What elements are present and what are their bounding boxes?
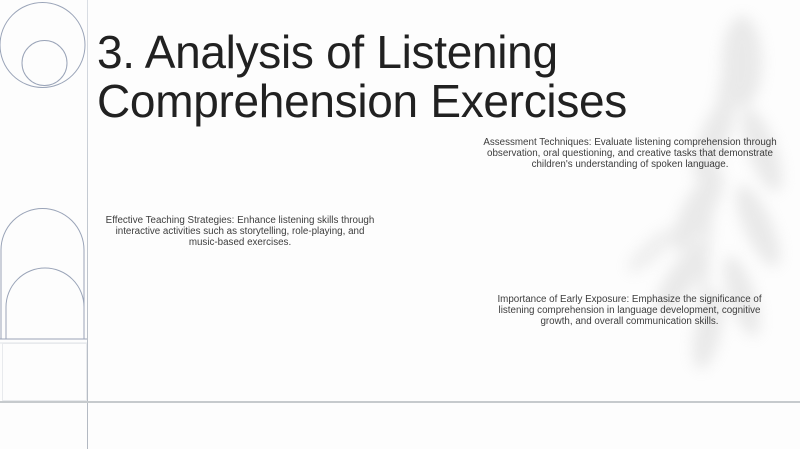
bullet-assessment-techniques: Assessment Techniques: Evaluate listening comprehension through observation, oral questioning, and creative tasks that demonstrate children's understanding of spoken language. xyxy=(483,136,777,170)
decorative-inner-arch xyxy=(6,268,84,339)
left-outline-shapes xyxy=(0,0,100,449)
slide-title: 3. Analysis of Listening Comprehension Exercises xyxy=(97,25,628,127)
decorative-outer-arch xyxy=(1,209,84,339)
bullet-importance-of-early-exposure: Importance of Early Exposure: Emphasize the significance of listening comprehension in language development, cognitive growth, and overall communication skills. xyxy=(497,293,762,327)
decorative-large-circle xyxy=(0,3,85,88)
decorative-small-circle xyxy=(22,41,67,86)
vertical-rule xyxy=(87,0,89,449)
decorative-faint-rectangle xyxy=(3,344,87,401)
bullet-effective-teaching-strategies: Effective Teaching Strategies: Enhance listening skills through interactive activities such as storytelling, role-playing, and music-based exercises. xyxy=(105,214,375,248)
bottom-horizontal-rule xyxy=(0,401,800,403)
